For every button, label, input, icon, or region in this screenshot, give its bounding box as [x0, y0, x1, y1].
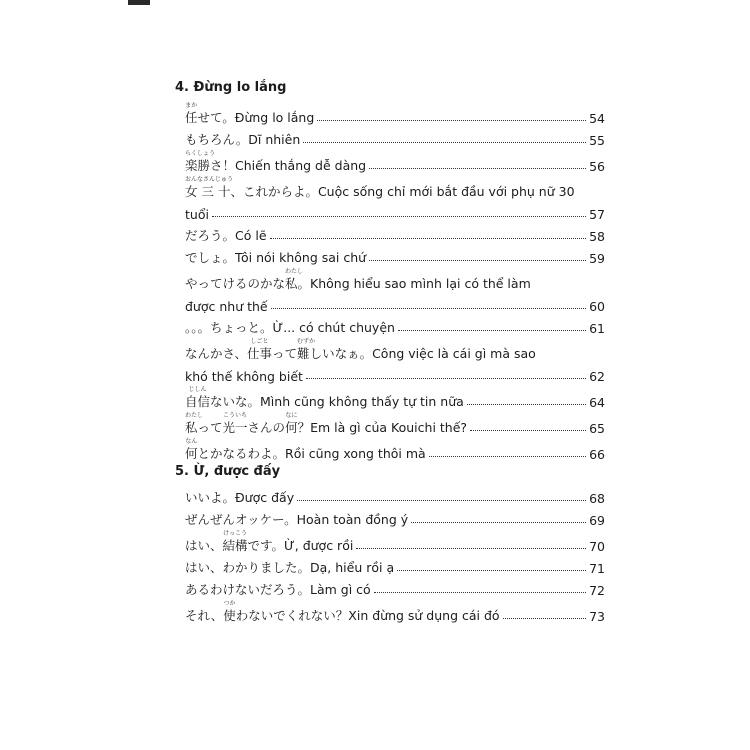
furigana-word [247, 338, 273, 362]
entry-title [185, 226, 267, 244]
page-number: 73 [589, 609, 605, 624]
dot-leader [369, 260, 586, 261]
entry-title [185, 558, 394, 576]
furigana-reading: わたし [285, 268, 304, 275]
dot-leader [374, 592, 586, 593]
kanji-text: 仕事 [247, 346, 273, 361]
page-number: 55 [589, 133, 605, 148]
page-number: 57 [589, 207, 605, 222]
toc-entry[interactable] [175, 244, 605, 266]
toc-line [175, 484, 605, 506]
dot-leader [503, 618, 587, 619]
toc-entry[interactable] [175, 314, 605, 336]
entry-title [185, 600, 500, 624]
entry-title [185, 386, 464, 410]
dot-leader [271, 308, 586, 309]
title-suffix: わないでくれない？Xin đừng sử dụng cái đó [235, 608, 500, 623]
entry-title [185, 488, 294, 506]
toc-line [175, 506, 605, 528]
dot-leader [303, 142, 586, 143]
furigana-word [185, 412, 204, 436]
toc-entry[interactable] [175, 436, 605, 462]
dot-leader [429, 456, 586, 457]
furigana-word [222, 412, 248, 436]
page-number: 72 [589, 583, 605, 598]
toc-line [175, 314, 605, 336]
entry-title [185, 338, 536, 362]
furigana-word [297, 338, 316, 362]
furigana-reading: なん [185, 438, 198, 445]
toc-entry[interactable] [175, 266, 605, 314]
section-title: 5. Ừ, được đấy [175, 464, 281, 479]
entry-title-continued: được như thế [185, 299, 268, 314]
title-prefix: はい、 [185, 538, 223, 553]
dot-leader [306, 378, 586, 379]
furigana-word [285, 412, 298, 436]
furigana-word [223, 600, 236, 624]
dot-leader [297, 500, 586, 501]
page-number: 62 [589, 369, 605, 384]
toc-entry[interactable] [175, 598, 605, 624]
kanji-text: 何 [285, 420, 298, 435]
furigana-word [185, 386, 211, 410]
dot-leader [411, 522, 586, 523]
title-suffix: です。Ừ, được rồi [247, 538, 354, 553]
entry-title [185, 580, 371, 598]
entry-title [185, 268, 531, 292]
entry-title [185, 176, 575, 200]
furigana-reading: おんなさんじゅう [185, 176, 234, 183]
entry-title [185, 102, 315, 126]
toc-line [175, 554, 605, 576]
title-middle: って [272, 346, 298, 361]
toc-entry[interactable] [175, 100, 605, 126]
kanji-text: 私 [285, 276, 298, 291]
toc-line [175, 244, 605, 266]
entry-title [185, 438, 426, 462]
toc-line [175, 576, 605, 598]
furigana-reading: むずか [297, 338, 316, 345]
title-suffix: せて。Đừng lo lắng [197, 110, 315, 125]
toc-entry[interactable] [175, 410, 605, 436]
page-number: 54 [589, 111, 605, 126]
toc-entry[interactable] [175, 484, 605, 506]
furigana-reading: しごと [250, 338, 269, 345]
furigana-reading: なに [285, 412, 298, 419]
toc-entry[interactable] [175, 576, 605, 598]
kanji-text: 自信 [185, 394, 211, 409]
page-number: 70 [589, 539, 605, 554]
title-suffix: とかなるわよ。Rồi cũng xong thôi mà [197, 446, 426, 461]
toc-entry[interactable] [175, 528, 605, 554]
title-prefix: だろう。Có lẽ [185, 228, 267, 243]
kanji-text: 何 [185, 446, 198, 461]
kanji-text: 結構 [222, 538, 248, 553]
page-number: 56 [589, 159, 605, 174]
entry-title [185, 130, 300, 148]
title-prefix: はい、わかりました。Dạ, hiểu rồi ạ [185, 560, 395, 575]
page-number: 59 [589, 251, 605, 266]
title-suffix: 。Không hiểu sao mình lại có thể làm [297, 276, 531, 291]
furigana-word [222, 530, 248, 554]
furigana-reading: まか [185, 102, 198, 109]
entry-title-continued: khó thế không biết [185, 369, 303, 384]
furigana-word [285, 268, 304, 292]
furigana-reading: けっこう [223, 530, 248, 537]
dot-leader [369, 168, 586, 169]
dot-leader [467, 404, 586, 405]
dot-leader [212, 216, 586, 217]
dot-leader [356, 548, 586, 549]
page-number: 58 [589, 229, 605, 244]
entry-title [185, 412, 468, 436]
dot-leader [398, 330, 586, 331]
kanji-text: 楽勝 [185, 158, 211, 173]
toc-line-continued [175, 292, 605, 314]
furigana-word [185, 438, 198, 462]
title-prefix: いいよ。Được đấy [185, 490, 295, 505]
toc-entry[interactable] [175, 222, 605, 244]
page-number: 69 [589, 513, 605, 528]
table-of-contents [175, 78, 605, 624]
furigana-word [185, 176, 234, 200]
entry-title [185, 248, 366, 266]
toc-line-continued [175, 200, 605, 222]
furigana-reading: つか [223, 600, 236, 607]
toc-line [175, 174, 605, 200]
toc-entry[interactable] [175, 384, 605, 410]
toc-line [175, 266, 605, 292]
page-corner-mark [128, 0, 150, 5]
kanji-text: 使 [223, 608, 236, 623]
title-suffix: ないな。Mình cũng không thấy tự tin nữa [210, 394, 464, 409]
page-number: 66 [589, 447, 605, 462]
page-number: 71 [589, 561, 605, 576]
title-prefix: やってけるのかな [185, 276, 286, 291]
toc-line [175, 436, 605, 462]
page-number: 65 [589, 421, 605, 436]
toc-line [175, 336, 605, 362]
page-number: 61 [589, 321, 605, 336]
kanji-text: 難 [297, 346, 310, 361]
title-prefix: ぜんぜんオッケー。Hoàn toàn đồng ý [185, 512, 409, 527]
dot-leader [270, 238, 587, 239]
entry-title [185, 150, 367, 174]
entry-title-continued: tuổi [185, 207, 209, 222]
kanji-text: 光一 [222, 420, 248, 435]
title-suffix: ？Em là gì của Kouichi thế? [297, 420, 468, 435]
toc-line-continued [175, 362, 605, 384]
furigana-reading: わたし [185, 412, 204, 419]
toc-line [175, 410, 605, 436]
page-number: 60 [589, 299, 605, 314]
title-middle: って [197, 420, 223, 435]
toc-line [175, 384, 605, 410]
entry-title [185, 530, 354, 554]
title-prefix: あるわけないだろう。Làm gì có [185, 582, 371, 597]
toc-line [175, 528, 605, 554]
entry-title [185, 318, 395, 336]
title-prefix: 。。。ちょっと。Ừ... có chút chuyện [185, 320, 395, 335]
title-prefix: もちろん。Dĩ nhiên [185, 132, 301, 147]
toc-line [175, 148, 605, 174]
furigana-reading: じしん [188, 386, 207, 393]
title-suffix: しいなぁ。Công việc là cái gì mà sao [309, 346, 536, 361]
furigana-reading: らくしょう [185, 150, 216, 157]
title-suffix: 、これからよ。Cuộc sống chỉ mới bắt đầu với phụ nữ 30 [230, 184, 575, 199]
page-number: 68 [589, 491, 605, 506]
furigana-word [185, 102, 198, 126]
toc-entry[interactable] [175, 148, 605, 174]
toc-entry[interactable] [175, 554, 605, 576]
toc-line [175, 126, 605, 148]
toc-line [175, 222, 605, 244]
entry-title [185, 510, 408, 528]
toc-entry[interactable] [175, 336, 605, 384]
title-middle: さんの [247, 420, 286, 435]
section-title: 4. Đừng lo lắng [175, 80, 287, 95]
dot-leader [470, 430, 586, 431]
toc-entry[interactable] [175, 174, 605, 222]
toc-line [175, 100, 605, 126]
toc-entry[interactable] [175, 506, 605, 528]
kanji-text: 任 [185, 110, 198, 125]
title-prefix: でしょ。Tôi nói không sai chứ [185, 250, 367, 265]
page-number: 64 [589, 395, 605, 410]
toc-entry[interactable] [175, 126, 605, 148]
toc-line [175, 598, 605, 624]
kanji-text: 女 三 十 [185, 184, 231, 199]
kanji-text: 私 [185, 420, 198, 435]
title-prefix: なんかさ、 [185, 346, 248, 361]
dot-leader [397, 570, 586, 571]
furigana-reading: こういち [223, 412, 248, 419]
dot-leader [317, 120, 586, 121]
furigana-word [185, 150, 216, 174]
title-prefix: それ、 [185, 608, 224, 623]
title-suffix: さ！Chiến thắng dễ dàng [210, 158, 367, 173]
